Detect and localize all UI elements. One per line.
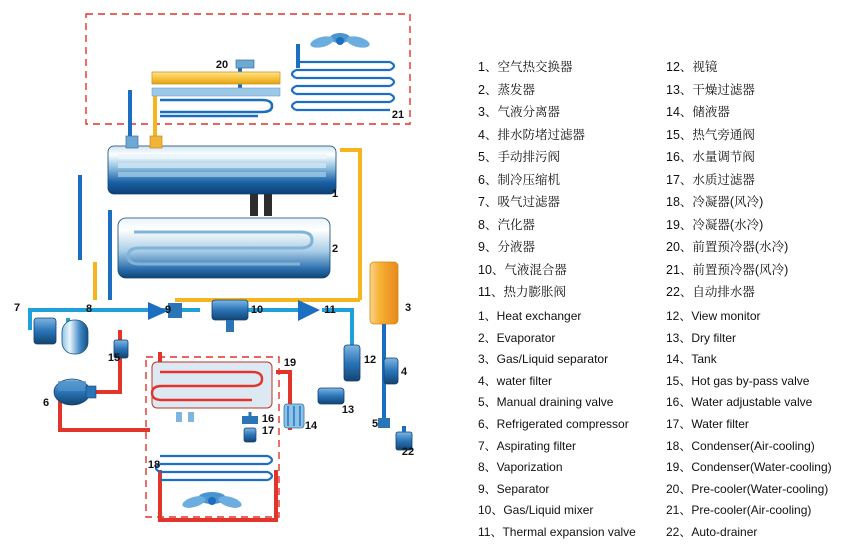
legend-en-item-3: 14、Tank xyxy=(666,352,717,367)
legend-cn-item-8: 8、汽化器 xyxy=(478,217,535,232)
aspirating-filter-7 xyxy=(34,318,56,344)
fan-icon-top xyxy=(309,33,371,50)
legend-cn-item-5: 16、水量调节阀 xyxy=(666,150,755,164)
pipe-refrigerant-hot xyxy=(60,330,290,520)
legend-cn-item-11: 22、自动排水器 xyxy=(666,285,755,299)
legend-cn-item-10: 21、前置预冷器(风冷) xyxy=(666,262,789,277)
legend-english xyxy=(470,306,846,546)
legend-cn-item-8: 19、冷凝器(水冷) xyxy=(666,217,764,232)
callout-9: 9 xyxy=(164,304,172,316)
gas-liquid-separator-3 xyxy=(370,262,398,324)
legend-cn-item-2: 2、蒸发器 xyxy=(478,82,535,97)
legend-cn-item-1: 12、视镜 xyxy=(666,60,718,74)
manual-draining-valve-body-5 xyxy=(378,418,390,428)
legend-cn-item-5: 5、手动排污阀 xyxy=(478,150,560,164)
legend-cn-item-4: 4、排水防堵过滤器 xyxy=(478,127,585,142)
callout-21: 21 xyxy=(391,109,405,121)
callout-4: 4 xyxy=(400,366,408,378)
legend-panel xyxy=(470,56,846,539)
legend-en-item-8: 8、Vaporization xyxy=(478,460,563,475)
water-adjustable-valve-16 xyxy=(242,412,258,424)
legend-cn-item-3: 14、储液器 xyxy=(666,105,730,119)
thermal-expansion-valve-11 xyxy=(298,300,320,321)
callout-19: 19 xyxy=(283,357,297,369)
view-monitor-12 xyxy=(344,345,360,381)
legend-en-item-2: 2、Evaporator xyxy=(478,330,556,345)
water-filter-17 xyxy=(244,428,256,442)
legend-en-item-6: 17、Water filter xyxy=(666,416,749,431)
callout-13: 13 xyxy=(341,404,355,416)
condenser-water-cooled-19 xyxy=(152,362,272,422)
compressor-6 xyxy=(54,379,96,405)
legend-en-item-10: 10、Gas/Liquid mixer xyxy=(478,503,594,518)
callout-1: 1 xyxy=(331,188,339,200)
legend-cn-item-3: 3、气液分离器 xyxy=(478,105,560,119)
legend-en-item-7: 18、Condenser(Air-cooling) xyxy=(666,438,815,453)
legend-cn-item-9: 9、分液器 xyxy=(478,240,535,254)
heat-exchanger-1 xyxy=(108,136,339,216)
legend-en-item-4: 15、Hot gas by-pass valve xyxy=(666,373,810,388)
callout-10: 10 xyxy=(250,304,264,316)
water-filter-4 xyxy=(384,358,398,384)
callout-20: 20 xyxy=(215,59,229,71)
legend-cn-item-11: 11、热力膨胀阀 xyxy=(478,285,566,299)
legend-chinese xyxy=(470,56,846,306)
legend-en-item-5: 5、Manual draining valve xyxy=(478,395,614,410)
legend-en-item-1: 12、View monitor xyxy=(666,309,761,323)
legend-en-item-7: 7、Aspirating filter xyxy=(478,438,577,453)
gas-liquid-mixer-10 xyxy=(212,300,248,332)
legend-cn-item-6: 6、制冷压缩机 xyxy=(478,172,560,187)
legend-english-column-2 xyxy=(666,306,832,544)
dry-filter-13 xyxy=(318,388,344,404)
legend-en-item-9: 20、Pre-cooler(Water-cooling) xyxy=(666,481,829,496)
callout-22: 22 xyxy=(401,446,415,458)
evaporator-2 xyxy=(118,218,330,278)
callout-14: 14 xyxy=(304,420,318,432)
vaporization-8 xyxy=(62,320,88,354)
callout-7: 7 xyxy=(13,302,21,314)
callout-2: 2 xyxy=(331,243,339,255)
callout-16: 16 xyxy=(261,413,275,425)
callout-15: 15 xyxy=(107,352,121,364)
callout-8: 8 xyxy=(85,303,93,315)
fan-icon-bottom xyxy=(181,492,243,510)
legend-en-item-4: 4、water filter xyxy=(478,373,553,388)
legend-en-item-11: 22、Auto-drainer xyxy=(666,524,758,539)
legend-cn-item-2: 13、干燥过滤器 xyxy=(666,82,755,97)
legend-en-item-9: 9、Separator xyxy=(478,481,550,496)
legend-english-column-1 xyxy=(478,306,636,544)
legend-en-item-2: 13、Dry filter xyxy=(666,330,737,345)
legend-en-item-8: 19、Condenser(Water-cooling) xyxy=(666,460,832,475)
legend-chinese-column-1 xyxy=(478,56,585,304)
callout-3: 3 xyxy=(404,302,412,314)
legend-cn-item-7: 18、冷凝器(风冷) xyxy=(666,195,764,209)
callout-6: 6 xyxy=(42,397,50,409)
legend-en-item-10: 21、Pre-cooler(Air-cooling) xyxy=(666,503,812,518)
legend-cn-item-9: 20、前置预冷器(水冷) xyxy=(666,240,789,254)
legend-en-item-3: 3、Gas/Liquid separator xyxy=(478,352,609,367)
callout-12: 12 xyxy=(363,354,377,366)
legend-cn-item-6: 17、水质过滤器 xyxy=(666,172,755,187)
legend-cn-item-1: 1、空气热交换器 xyxy=(478,60,573,74)
legend-cn-item-10: 10、气液混合器 xyxy=(478,262,567,277)
legend-chinese-column-2 xyxy=(666,56,788,304)
callout-5: 5 xyxy=(371,418,379,430)
callout-11: 11 xyxy=(324,304,336,316)
legend-en-item-5: 16、Water adjustable valve xyxy=(666,395,813,410)
legend-cn-item-7: 7、吸气过滤器 xyxy=(478,195,560,209)
legend-en-item-6: 6、Refrigerated compressor xyxy=(478,416,629,431)
precooler-air-cooled-21 xyxy=(292,33,394,110)
callout-18: 18 xyxy=(147,459,161,471)
legend-cn-item-4: 15、热气旁通阀 xyxy=(666,127,755,142)
condenser-air-cooled-18 xyxy=(156,456,272,510)
callout-17: 17 xyxy=(261,425,275,437)
legend-en-item-1: 1、Heat exchanger xyxy=(478,309,582,323)
tank-14 xyxy=(284,404,304,428)
legend-en-item-11: 11、Thermal expansion valve xyxy=(478,524,636,539)
